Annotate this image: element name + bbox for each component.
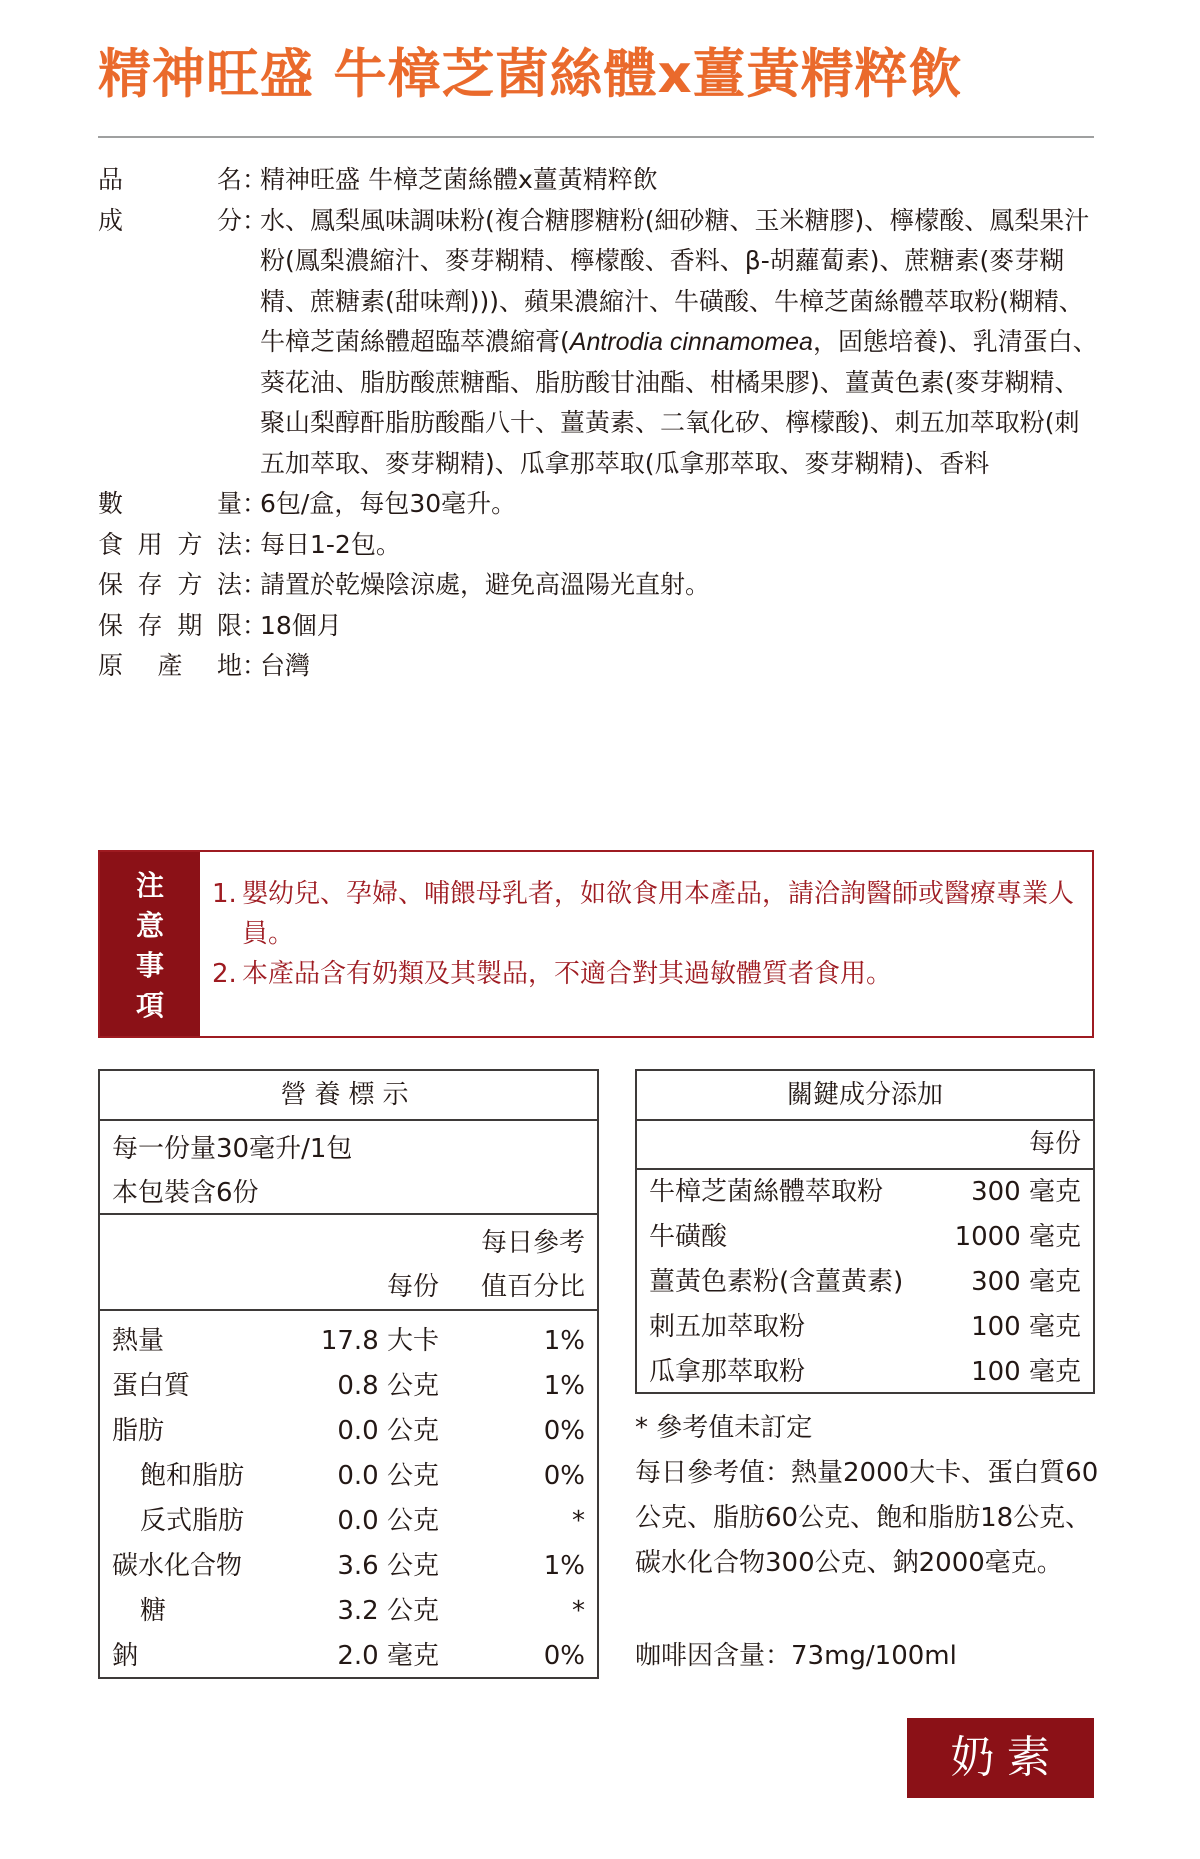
spec-row-name xyxy=(98,160,1098,201)
spec-label-storage: 保 存 方 法 xyxy=(98,570,242,599)
nutrition-facts-table xyxy=(98,1069,599,1679)
table-row: 刺五加萃取粉 100 毫克 xyxy=(649,1312,1081,1342)
column-daily-percent: 值百分比 xyxy=(480,1272,585,1302)
nutrition-serving-info xyxy=(100,1121,597,1215)
spec-label-shelf-life: 保 存 期 限 xyxy=(98,610,242,640)
spec-label-usage: 食 用 方 法 xyxy=(98,529,242,559)
notice-list xyxy=(212,874,1082,994)
key-ingredients-table xyxy=(635,1069,1095,1394)
table-row: 瓜拿那萃取粉 100 毫克 xyxy=(649,1357,1081,1387)
table-row: 鈉 2.0 毫克 0% xyxy=(112,1641,585,1671)
daily-reference-values: 每日參考值：熱量2000大卡、蛋白質60公克、脂肪60公克、飽和脂肪18公克、碳水化合物300公克、鈉2000毫克。 xyxy=(635,1458,1099,1578)
notice-box xyxy=(98,850,1094,1038)
nutrition-column-header xyxy=(100,1215,597,1311)
spec-colon: ： xyxy=(242,489,268,518)
spec-row-storage xyxy=(98,565,1098,606)
column-daily-ref: 每日參考 xyxy=(480,1228,585,1258)
notice-item: 2. 本產品含有奶類及其製品，不適合對其過敏體質者食用。 xyxy=(212,959,893,989)
title-divider xyxy=(98,136,1094,138)
ingredients-text-part2: ，固態培養)、乳清蛋白、葵花油、脂肪酸蔗糖酯、脂肪酸甘油酯、柑橘果膠)、薑黃色素(麥芽糊精、聚山梨醇酐脂肪酸酯八十、薑黃素、二氧化矽、檸檬酸)、刺五加萃取粉(刺五加萃取、麥芽糊精)、瓜拿那萃取(瓜拿那萃取、麥芽糊精)、香料 xyxy=(260,327,1098,478)
spec-label-name: 品 名 xyxy=(98,165,242,194)
table-row: 反式脂肪 0.0 公克 * xyxy=(140,1506,585,1536)
table-row: 碳水化合物 3.6 公克 1% xyxy=(112,1551,585,1581)
spec-value-ingredients xyxy=(260,201,1098,485)
nutrition-header: 營養標示 xyxy=(100,1071,597,1121)
table-row: 飽和脂肪 0.0 公克 0% xyxy=(140,1461,585,1491)
spec-value-name: 精神旺盛 牛樟芝菌絲體x薑黃精粹飲 xyxy=(260,165,658,194)
table-row: 熱量 17.8 大卡 1% xyxy=(112,1326,585,1356)
ingredients-latin-name: Antrodia cinnamomea xyxy=(569,328,813,356)
notice-item: 1. 嬰幼兒、孕婦、哺餵母乳者，如欲食用本產品，請洽詢醫師或醫療專業人員。 xyxy=(212,879,1075,949)
ingredients-text-part1: 水、鳳梨風味調味粉(複合糖膠糖粉(細砂糖、玉米糖膠)、檸檬酸、鳳梨果汁粉(鳳梨濃縮汁、麥芽糊精、檸檬酸、香料、β-胡蘿蔔素)、蔗糖素(麥芽糊精、蔗糖素(甜味劑)))、蘋果濃縮汁、牛磺酸、牛樟芝菌絲體萃取粉(糊精、牛樟芝菌絲體超臨萃濃縮膏( xyxy=(260,205,1090,356)
spec-row-shelf-life xyxy=(98,606,1098,647)
spec-colon: ： xyxy=(242,165,268,194)
diet-badge: 奶素 xyxy=(907,1718,1094,1798)
spec-value-shelf-life: 18個月 xyxy=(260,610,342,640)
spec-value-storage: 請置於乾燥陰涼處，避免高溫陽光直射。 xyxy=(260,570,711,599)
spec-row-usage xyxy=(98,525,1098,566)
notice-tag: 注 意 事 項 xyxy=(100,852,200,1036)
spec-value-usage: 每日1-2包。 xyxy=(260,529,401,559)
spec-value-origin: 台灣 xyxy=(260,651,311,680)
spec-colon: ： xyxy=(242,529,268,559)
spec-value-quantity: 6包/盒，每包30毫升。 xyxy=(260,489,517,518)
product-spec-list xyxy=(98,160,1098,687)
spec-colon: ： xyxy=(242,610,268,640)
nutrition-rows xyxy=(100,1311,597,1679)
table-row: 牛樟芝菌絲體萃取粉 300 毫克 xyxy=(649,1177,1081,1207)
spec-row-quantity xyxy=(98,484,1098,525)
table-row: 蛋白質 0.8 公克 1% xyxy=(112,1371,585,1401)
key-ingredients-header: 關鍵成分添加 xyxy=(637,1071,1093,1121)
serving-size: 每一份量30毫升/1包 xyxy=(112,1134,353,1164)
spec-label-origin: 原 產 地 xyxy=(98,651,242,680)
spec-label-quantity: 數 量 xyxy=(98,489,242,518)
reference-undefined-note: * 參考值未訂定 xyxy=(635,1413,813,1443)
spec-colon: ： xyxy=(242,570,268,599)
table-row: 糖 3.2 公克 * xyxy=(140,1596,585,1626)
table-row: 薑黃色素粉(含薑黃素) 300 毫克 xyxy=(649,1267,1081,1297)
product-title: 精神旺盛 牛樟芝菌絲體x薑黃精粹飲 xyxy=(98,44,963,105)
spec-colon: ： xyxy=(242,651,268,680)
table-row: 牛磺酸 1000 毫克 xyxy=(649,1222,1081,1252)
spec-row-origin xyxy=(98,646,1098,687)
spec-row-ingredients xyxy=(98,201,1098,485)
caffeine-content: 咖啡因含量：73mg/100ml xyxy=(635,1641,957,1671)
servings-per-package: 本包裝含6份 xyxy=(112,1178,259,1208)
reference-note xyxy=(635,1406,1105,1586)
table-row: 脂肪 0.0 公克 0% xyxy=(112,1416,585,1446)
spec-label-ingredients: 成 分 xyxy=(98,205,242,235)
spec-colon: ： xyxy=(242,205,268,235)
column-per-serving: 每份 xyxy=(386,1272,439,1302)
key-ingredients-per-serving: 每份 xyxy=(637,1121,1093,1170)
